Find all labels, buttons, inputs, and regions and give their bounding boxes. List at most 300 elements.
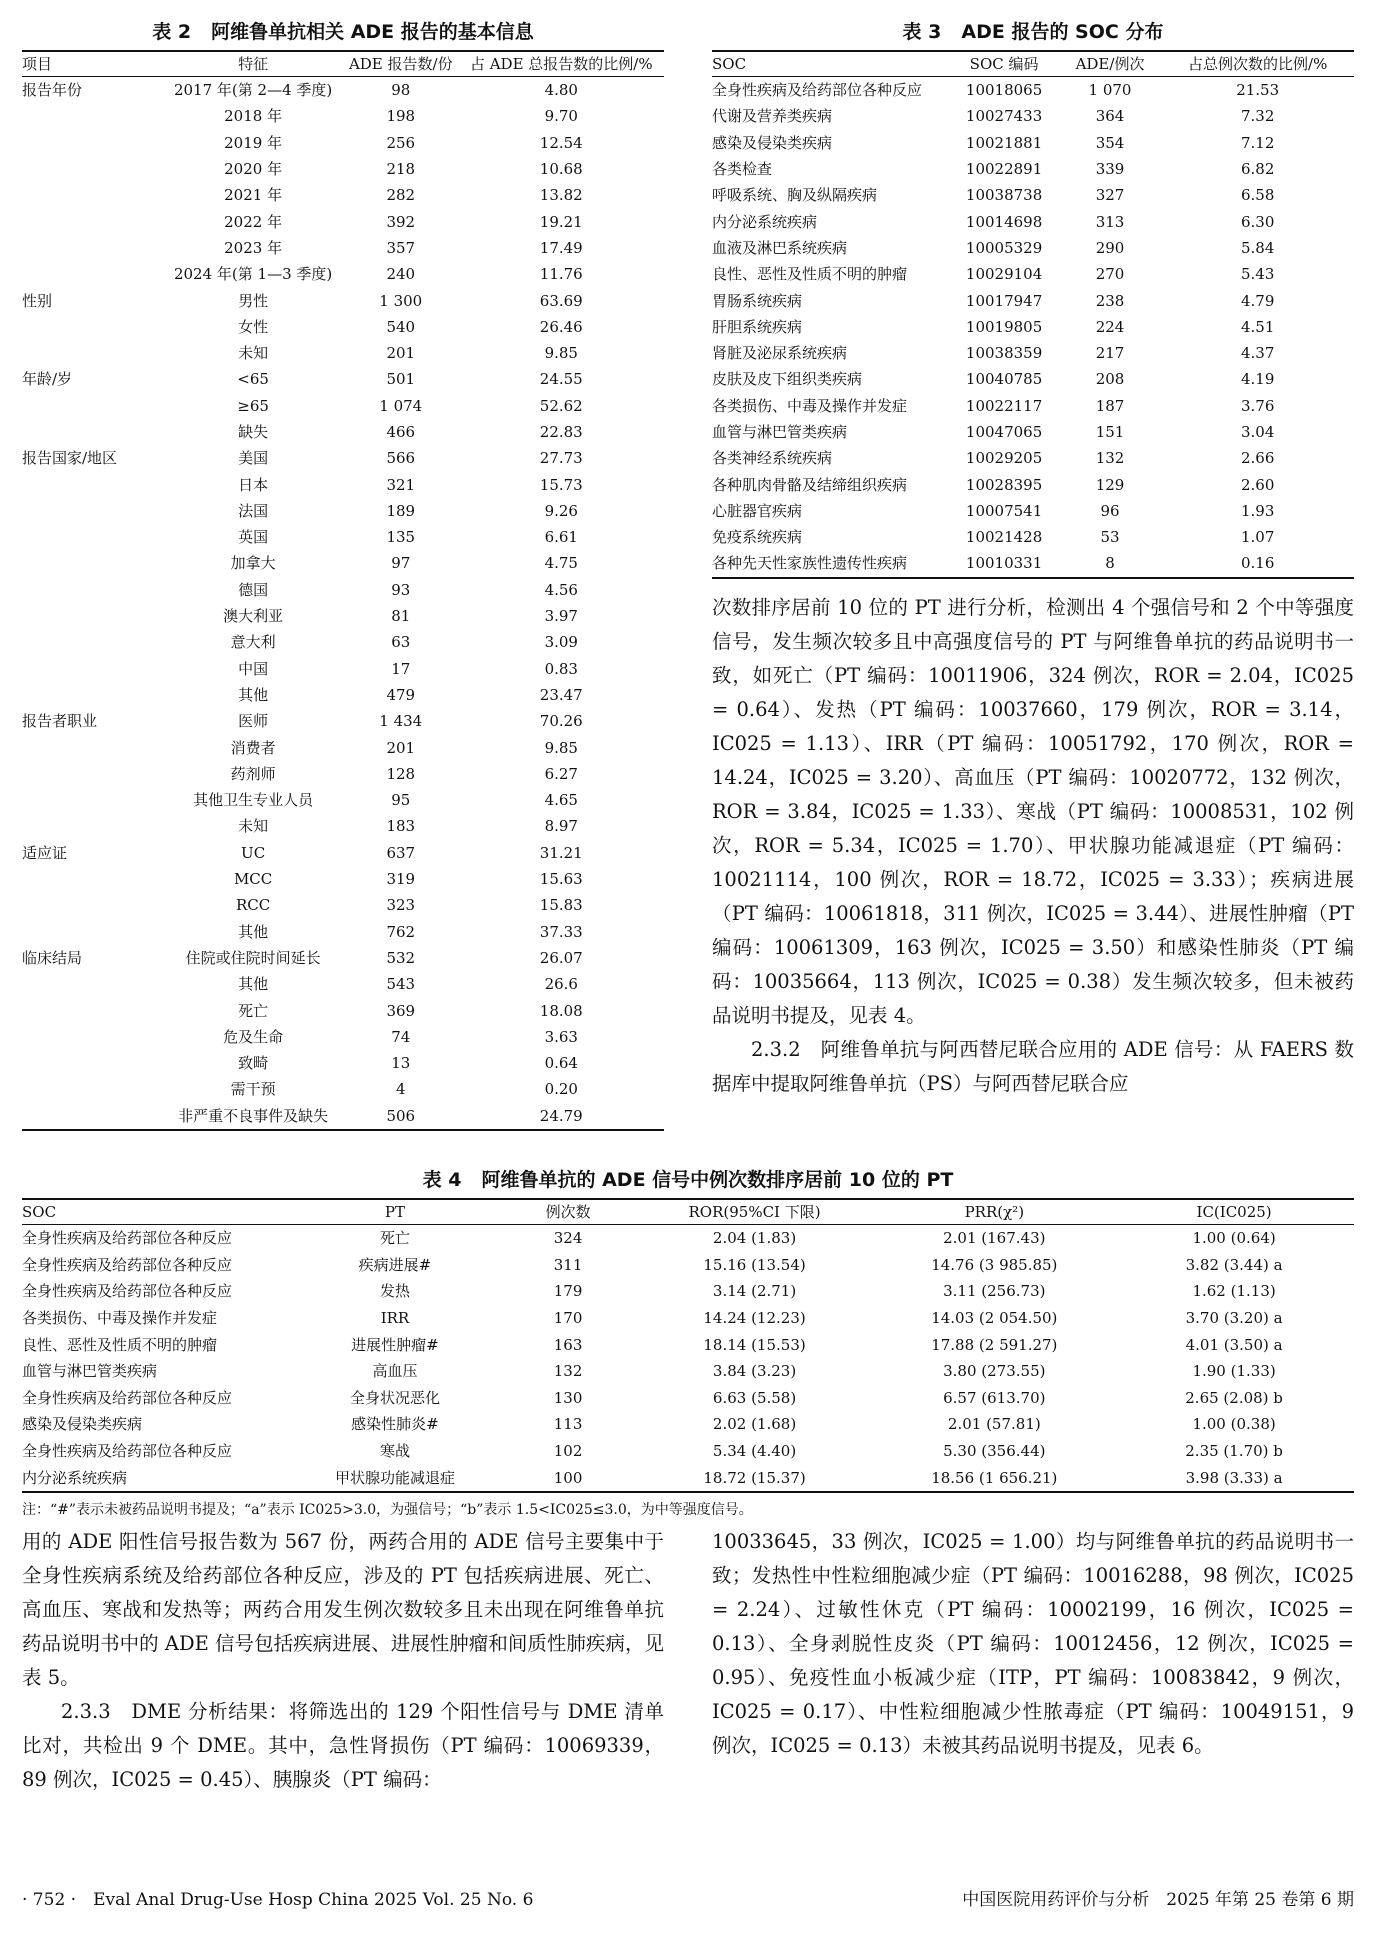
table-cell: 呼吸系统、胸及纵隔疾病 — [712, 186, 878, 205]
table-cell: 10028395 — [965, 475, 1043, 494]
table-cell: 3.04 — [1240, 423, 1275, 441]
table-row — [22, 1076, 664, 1102]
table2-caption — [22, 20, 664, 44]
table2-header: 项目 — [22, 51, 163, 77]
table-row — [22, 787, 664, 813]
table-cell — [22, 787, 163, 813]
table-cell — [22, 761, 163, 787]
table-row — [22, 1278, 1354, 1305]
table-row — [22, 1252, 1354, 1279]
table-cell: 2023 年 — [224, 238, 283, 257]
table-cell: 中国 — [238, 659, 269, 678]
table-cell: 208 — [1095, 370, 1125, 389]
table-cell: 187 — [1095, 396, 1125, 415]
table-cell: 年龄/岁 — [22, 370, 73, 389]
table3-header-row — [712, 51, 1354, 77]
table-cell: 加拿大 — [230, 554, 276, 573]
table-row — [712, 208, 1354, 234]
table-cell: 224 — [1095, 317, 1125, 336]
table-row — [712, 445, 1354, 471]
table-cell — [22, 524, 163, 550]
table-cell: 10021428 — [965, 528, 1043, 547]
table-cell: 10014698 — [965, 212, 1043, 231]
table-row — [712, 77, 1354, 104]
table-cell: 10029205 — [965, 449, 1043, 468]
table-row — [22, 524, 664, 550]
table-row — [22, 419, 664, 445]
table-cell: 胃肠系统疾病 — [712, 291, 803, 310]
table-row — [22, 1464, 1354, 1492]
table-cell: 非严重不良事件及缺失 — [163, 1103, 343, 1130]
table-cell: 18.56 (1 656.21) — [874, 1464, 1114, 1492]
table-cell: 皮肤及皮下组织类疾病 — [712, 370, 863, 389]
table3-title: ADE 报告的 SOC 分布 — [961, 21, 1164, 43]
table-cell: 4.19 — [1240, 370, 1275, 389]
table-cell: 3.84 (3.23) — [712, 1362, 797, 1381]
table-cell: 感染及侵染类疾病 — [22, 1415, 143, 1434]
table-cell: 需干预 — [230, 1080, 276, 1099]
table-cell: 发热 — [379, 1282, 410, 1301]
table-cell: 医师 — [238, 712, 269, 731]
table-cell: 临床结局 — [22, 948, 83, 967]
table-cell: 19.21 — [539, 212, 583, 231]
table-cell: 323 — [386, 896, 416, 915]
table-cell: 97 — [391, 554, 411, 573]
table-cell: 198 — [386, 107, 416, 126]
table-row — [22, 1385, 1354, 1412]
table-row — [22, 208, 664, 234]
table-cell: 全身性疾病及给药部位各种反应 — [712, 81, 923, 100]
table-cell: 2017 年(第 2—4 季度) — [173, 81, 333, 100]
table-cell: 15.83 — [539, 896, 583, 915]
table4-header: IC(IC025) — [1114, 1199, 1354, 1225]
table3-caption — [712, 20, 1354, 44]
table4-note: 注：“#”表示未被药品说明书提及；“a”表示 IC025>3.0，为强信号；“b”表示 1.5<IC025≤3.0，为中等强度信号。 — [22, 1501, 753, 1518]
table-cell: 10027433 — [965, 107, 1043, 126]
table-cell: 10022891 — [965, 160, 1043, 179]
table-cell — [22, 1024, 163, 1050]
table-cell: 501 — [386, 370, 416, 389]
table-cell: 18.14 (15.53) — [703, 1335, 806, 1354]
table-row — [712, 498, 1354, 524]
table-cell: 238 — [1095, 291, 1125, 310]
table-cell: 其他 — [238, 922, 269, 941]
table-cell: 全身性疾病及给药部位各种反应 — [22, 1282, 233, 1301]
table-cell — [22, 656, 163, 682]
table-cell: 5.30 (356.44) — [943, 1442, 1046, 1461]
table-row — [22, 156, 664, 182]
table-cell: 3.76 — [1240, 396, 1275, 415]
table-cell: 住院或住院时间延长 — [185, 948, 321, 967]
table-row — [712, 103, 1354, 129]
table-row — [22, 1358, 1354, 1385]
table-cell — [22, 235, 163, 261]
table-cell: 1.62 (1.13) — [1192, 1282, 1276, 1301]
table-cell: 201 — [386, 344, 416, 363]
table-cell: 各类神经系统疾病 — [712, 449, 833, 468]
table-cell: 2.35 (1.70) b — [1185, 1442, 1283, 1461]
table4-header: SOC — [22, 1199, 288, 1225]
table-cell: 23.47 — [539, 685, 583, 704]
table-cell: 22.83 — [539, 423, 583, 441]
table-cell: 10019805 — [965, 317, 1043, 336]
table-cell: 2022 年 — [224, 212, 283, 231]
table-cell: 566 — [386, 449, 416, 468]
table3-header: 占总例次数的比例/% — [1161, 51, 1354, 77]
table-cell: 10038738 — [965, 186, 1043, 205]
table-cell: 26.6 — [544, 975, 578, 994]
table-cell — [22, 1076, 163, 1102]
bottom-right-text — [712, 1525, 1354, 1763]
bottom-left-text — [22, 1525, 664, 1797]
table-cell: 1.07 — [1240, 528, 1275, 547]
table-cell — [22, 603, 163, 629]
table-cell — [22, 498, 163, 524]
table-cell: 10.68 — [539, 160, 583, 179]
table-row — [22, 130, 664, 156]
table-cell: 适应证 — [22, 843, 68, 862]
table-cell: 26.07 — [539, 948, 583, 967]
table-cell: 17 — [391, 659, 411, 678]
table-cell: 543 — [386, 975, 416, 994]
table-row — [22, 182, 664, 208]
table-row — [22, 682, 664, 708]
table-cell: 96 — [1100, 501, 1120, 520]
table-row — [22, 997, 664, 1023]
table-cell: 21.53 — [1236, 81, 1280, 100]
table-cell: 319 — [386, 870, 416, 889]
table-cell: 18.72 (15.37) — [635, 1464, 875, 1492]
table-row — [22, 366, 664, 392]
table-cell: 3.80 (273.55) — [943, 1362, 1046, 1381]
table-cell: 10017947 — [965, 291, 1043, 310]
table-row — [22, 445, 664, 471]
table4-header: 例次数 — [502, 1199, 635, 1225]
table-cell: 10007541 — [965, 501, 1043, 520]
table-cell: 进展性肿瘤# — [351, 1335, 439, 1354]
table-cell: 0.20 — [544, 1080, 578, 1099]
table-cell: 4.51 — [1240, 317, 1275, 336]
table-cell: 报告年份 — [22, 81, 83, 100]
table-row — [712, 182, 1354, 208]
table-cell: 各类损伤、中毒及操作并发症 — [712, 396, 908, 415]
section-2-3-2-heading: 2.3.2 阿维鲁单抗与阿西替尼联合应用的 ADE 信号： — [751, 1037, 1234, 1061]
table-cell: 3.70 (3.20) a — [1185, 1309, 1283, 1328]
table-cell — [22, 577, 163, 603]
table-cell: 免疫系统疾病 — [712, 528, 803, 547]
table-cell: 12.54 — [539, 133, 583, 152]
table-cell: MCC — [233, 870, 273, 889]
table-cell: 全身性疾病及给药部位各种反应 — [22, 1388, 233, 1407]
table-cell: 全身性疾病及给药部位各种反应 — [22, 1229, 233, 1248]
table-cell: 63 — [391, 633, 411, 652]
table-cell: 1 434 — [379, 712, 423, 731]
table-row — [712, 235, 1354, 261]
table-cell: RCC — [235, 896, 271, 915]
table-row — [712, 261, 1354, 287]
table-cell: 1 300 — [379, 291, 423, 310]
table-cell: 心脏器官疾病 — [712, 501, 803, 520]
table-cell: 290 — [1095, 238, 1125, 257]
section-2-3-3: 2.3.3 DME 分析结果：将筛选出的 129 个阳性信号与 DME 清单比对，共检出 9 个 DME。其中，急性肾损伤（PT 编码：10069339，89 例次，IC025 = 0.45）、胰腺炎（PT 编码： — [22, 1700, 664, 1791]
table-row — [22, 629, 664, 655]
table-cell: 102 — [553, 1442, 583, 1461]
table-cell: 8 — [1059, 550, 1162, 577]
table-cell: 3.09 — [544, 633, 578, 652]
table-cell: 14.03 (2 054.50) — [931, 1309, 1058, 1328]
table-row — [712, 287, 1354, 313]
table-cell: 内分泌系统疾病 — [712, 212, 818, 231]
table-cell — [22, 971, 163, 997]
table-cell: 2.60 — [1240, 475, 1275, 494]
table-cell: 9.70 — [544, 107, 578, 126]
table-cell: 201 — [386, 738, 416, 757]
table-cell: 9.85 — [544, 344, 578, 363]
table-cell: 德国 — [238, 580, 269, 599]
table-cell: 其他 — [238, 975, 269, 994]
table-cell: 93 — [391, 580, 411, 599]
table-cell: 339 — [1095, 160, 1125, 179]
table-cell: 女性 — [238, 317, 269, 336]
table-cell: 506 — [343, 1103, 459, 1130]
table-cell: 63.69 — [539, 291, 583, 310]
table-cell: 6.82 — [1240, 160, 1275, 179]
table-cell: 53 — [1100, 528, 1120, 547]
table-row — [22, 840, 664, 866]
table-row — [22, 235, 664, 261]
table-cell: 15.16 (13.54) — [703, 1255, 806, 1274]
table-cell: UC — [241, 843, 266, 862]
table-cell: 74 — [391, 1027, 411, 1046]
table-cell: 9.26 — [544, 501, 578, 520]
table-cell: 532 — [386, 948, 416, 967]
table-cell — [22, 208, 163, 234]
table3-number: 表 3 — [902, 21, 942, 43]
table-cell — [22, 866, 163, 892]
table-cell: 392 — [386, 212, 416, 231]
table-cell: 7.12 — [1240, 133, 1275, 152]
table-row — [22, 761, 664, 787]
table-cell: 消费者 — [230, 738, 276, 757]
table-cell — [22, 550, 163, 576]
table-cell: 8.97 — [544, 817, 578, 836]
table4-header: PT — [288, 1199, 501, 1225]
table-cell: 全身性疾病及给药部位各种反应 — [22, 1255, 233, 1274]
table-cell: 药剂师 — [230, 764, 276, 783]
table-cell: ≥65 — [237, 396, 269, 415]
table-cell: 10040785 — [965, 370, 1043, 389]
table-row — [22, 971, 664, 997]
dme-paragraph: 10033645，33 例次，IC025 = 1.00）均与阿维鲁单抗的药品说明书一致；发热性中性粒细胞减少症（PT 编码：10016288，98 例次，IC025 = 2.24）、过敏性休克（PT 编码：10002199，16 例次，IC025 = 0.13）、全身剥脱性皮炎（PT 编码：10012456，12 例次，IC025 = 0.95）、免疫性血小板减少症（ITP，PT 编码：10083842，9 例次，IC025 = 0.17）、中性粒细胞减少性脓毒症（PT 编码：10049151，9 例次，IC025 = 0.13）未被其药品说明书提及，见表 6。 — [712, 1530, 1354, 1757]
table-cell: 95 — [391, 791, 411, 810]
table-cell: 肝胆系统疾病 — [712, 317, 803, 336]
results-paragraph: 次数排序居前 10 位的 PT 进行分析，检测出 4 个强信号和 2 个中等强度信号，发生频次较多且中高强度信号的 PT 与阿维鲁单抗的药品说明书一致，如死亡（PT 编码：10011906，324 例次，ROR = 2.04，IC025 = 0.64）、发热（PT 编码：10037660，179 例次，ROR = 3.14，IC025 = 1.13）、IRR（PT 编码：10051792，170 例次，ROR = 14.24，IC025 = 3.20）、高血压（PT 编码：10020772，132 例次，ROR = 3.84，IC025 = 1.33）、寒战（PT 编码：10008531，102 例次，ROR = 5.34，IC025 = 1.70）、甲状腺功能减退症（PT 编码：10021114，100 例次，ROR = 18.72，IC025 = 3.33）；疾病进展（PT 编码：10061818，311 例次，IC025 = 3.44）、进展性肿瘤（PT 编码：10061309，163 例次，IC025 = 3.50）和感染性肺炎（PT 编码：10035664，113 例次，IC025 = 0.38）发生频次较多，但未被药品说明书提及，见表 4。 — [712, 595, 1354, 1027]
table-cell: 2.04 (1.83) — [712, 1229, 797, 1248]
table-cell: 3.63 — [544, 1027, 578, 1046]
table-cell: 466 — [386, 423, 416, 441]
table-cell: 1 074 — [379, 396, 423, 415]
table-cell — [22, 261, 163, 287]
table-cell — [22, 997, 163, 1023]
combination-paragraph: 用的 ADE 阳性信号报告数为 567 份，两药合用的 ADE 信号主要集中于全身性疾病系统及给药部位各种反应，涉及的 PT 包括疾病进展、死亡、高血压、寒战和发热等；两药合用发生例次数较多且未出现在阿维鲁单抗药品说明书中的 ADE 信号包括疾病进展、进展性肿瘤和间质性肺疾病，见表 5。 — [22, 1530, 664, 1689]
table-cell: 1.90 (1.33) — [1192, 1362, 1276, 1381]
table-cell: 14.76 (3 985.85) — [931, 1255, 1058, 1274]
table-cell: 270 — [1095, 265, 1125, 284]
table-row — [712, 340, 1354, 366]
table-row — [712, 419, 1354, 445]
table4-body — [22, 1225, 1354, 1492]
table-cell: 13.82 — [539, 186, 583, 205]
table-cell: 132 — [553, 1362, 583, 1381]
table-row — [22, 813, 664, 839]
table-cell: 13 — [391, 1054, 411, 1073]
table-cell — [22, 1103, 163, 1130]
table4 — [22, 1198, 1354, 1493]
table-cell: 27.73 — [539, 449, 583, 468]
table-cell: 2.66 — [1240, 449, 1275, 468]
table2-number: 表 2 — [152, 21, 192, 43]
table-cell: 10038359 — [965, 344, 1043, 363]
table-cell: 3.14 (2.71) — [712, 1282, 797, 1301]
table-row — [712, 314, 1354, 340]
table2-header: 特征 — [163, 51, 343, 77]
table-cell: 血管与淋巴管类疾病 — [22, 1362, 158, 1381]
table-cell: 5.34 (4.40) — [712, 1442, 797, 1461]
table-row — [22, 1438, 1354, 1465]
table-row — [712, 393, 1354, 419]
table-cell: 357 — [386, 238, 416, 257]
table-cell: 2.01 (57.81) — [947, 1415, 1041, 1434]
table-cell: 762 — [386, 922, 416, 941]
table-cell: 3.98 (3.33) a — [1114, 1464, 1354, 1492]
table-row — [712, 130, 1354, 156]
right-column — [712, 20, 1354, 1101]
table-cell: 全身状况恶化 — [349, 1388, 440, 1407]
table-cell — [22, 1050, 163, 1076]
table4-title: 阿维鲁单抗的 ADE 信号中例次数排序居前 10 位的 PT — [481, 1169, 954, 1191]
table-cell: 5.84 — [1240, 238, 1275, 257]
table-cell: 311 — [553, 1255, 583, 1274]
table-cell: 美国 — [238, 449, 269, 468]
table-cell: 2019 年 — [224, 133, 283, 152]
table-cell: 未知 — [238, 344, 269, 363]
table2-title: 阿维鲁单抗相关 ADE 报告的基本信息 — [211, 21, 534, 43]
table-cell: 113 — [553, 1415, 583, 1434]
table-cell: 报告者职业 — [22, 712, 98, 731]
table-cell: 2020 年 — [224, 160, 283, 179]
table-row — [22, 892, 664, 918]
table-cell: 各种肌肉骨骼及结缔组织疾病 — [712, 475, 908, 494]
table-cell: 缺失 — [238, 423, 269, 441]
table2 — [22, 50, 664, 1131]
table-row — [712, 156, 1354, 182]
table-cell: 217 — [1095, 344, 1125, 363]
table-cell: 4.80 — [544, 81, 578, 100]
table-cell: 70.26 — [539, 712, 583, 731]
table-cell: 128 — [386, 764, 416, 783]
table-cell: 15.63 — [539, 870, 583, 889]
table-row — [22, 603, 664, 629]
table-row — [22, 1411, 1354, 1438]
table-cell: 369 — [386, 1001, 416, 1020]
table-row — [22, 734, 664, 760]
table-cell: 14.24 (12.23) — [703, 1309, 806, 1328]
table-cell: 7.32 — [1240, 107, 1275, 126]
table-row — [22, 1103, 664, 1130]
table2-header: ADE 报告数/份 — [343, 51, 459, 77]
table-cell — [22, 813, 163, 839]
table-cell: 327 — [1095, 186, 1125, 205]
table-row — [22, 103, 664, 129]
table-cell: 189 — [386, 501, 416, 520]
table-cell: 129 — [1095, 475, 1125, 494]
table-cell: 479 — [386, 685, 416, 704]
table-cell: 4.01 (3.50) a — [1185, 1335, 1283, 1354]
table-cell: 良性、恶性及性质不明的肿瘤 — [22, 1335, 218, 1354]
table-row — [22, 945, 664, 971]
table-cell: IRR — [380, 1309, 410, 1328]
table-cell: 各种先天性家族性遗传性疾病 — [712, 550, 950, 577]
table-cell: 15.73 — [539, 475, 583, 494]
table4-header-row — [22, 1199, 1354, 1225]
table-cell: 法国 — [238, 501, 269, 520]
table4-block — [22, 1168, 1354, 1521]
table-cell: 3.97 — [544, 607, 578, 626]
table-cell: 甲状腺功能减退症 — [288, 1464, 501, 1492]
table-cell: 死亡 — [238, 1001, 269, 1020]
table-cell: 17.88 (2 591.27) — [931, 1335, 1058, 1354]
table-row — [712, 550, 1354, 577]
table-cell: 179 — [553, 1282, 583, 1301]
table-cell: 6.30 — [1240, 212, 1275, 231]
table-cell: 81 — [391, 607, 411, 626]
table-cell: 死亡 — [379, 1229, 410, 1248]
table-cell — [22, 393, 163, 419]
table-cell: 感染及侵染类疾病 — [712, 133, 833, 152]
table-cell: 血管与淋巴管类疾病 — [712, 423, 848, 441]
table3-header: SOC 编码 — [950, 51, 1059, 77]
table-cell — [22, 919, 163, 945]
table-cell — [22, 471, 163, 497]
table-cell: 170 — [553, 1309, 583, 1328]
table-cell: 1.00 (0.38) — [1192, 1415, 1276, 1434]
table-cell: 日本 — [238, 475, 269, 494]
table-cell: 10047065 — [965, 423, 1043, 441]
table-cell: 6.57 (613.70) — [943, 1388, 1046, 1407]
table-row — [22, 471, 664, 497]
table-cell: 37.33 — [539, 922, 583, 941]
table-row — [22, 261, 664, 287]
table-cell: 17.49 — [539, 238, 583, 257]
table-row — [712, 366, 1354, 392]
table-cell: 10022117 — [965, 396, 1043, 415]
table-cell: 540 — [386, 317, 416, 336]
table-cell: 其他 — [238, 685, 269, 704]
table-cell: 意大利 — [230, 633, 276, 652]
table-row — [22, 1225, 1354, 1252]
table-cell: 0.16 — [1161, 550, 1354, 577]
table-cell: 0.83 — [544, 659, 578, 678]
table-row — [22, 919, 664, 945]
table-cell: 313 — [1095, 212, 1125, 231]
table-cell: 高血压 — [372, 1362, 418, 1381]
table-row — [22, 1331, 1354, 1358]
table-cell: 2.02 (1.68) — [712, 1415, 797, 1434]
table-cell: 英国 — [238, 528, 269, 547]
table-row — [22, 340, 664, 366]
table2-block — [22, 20, 664, 1131]
table-cell: 1.00 (0.64) — [1192, 1229, 1276, 1248]
